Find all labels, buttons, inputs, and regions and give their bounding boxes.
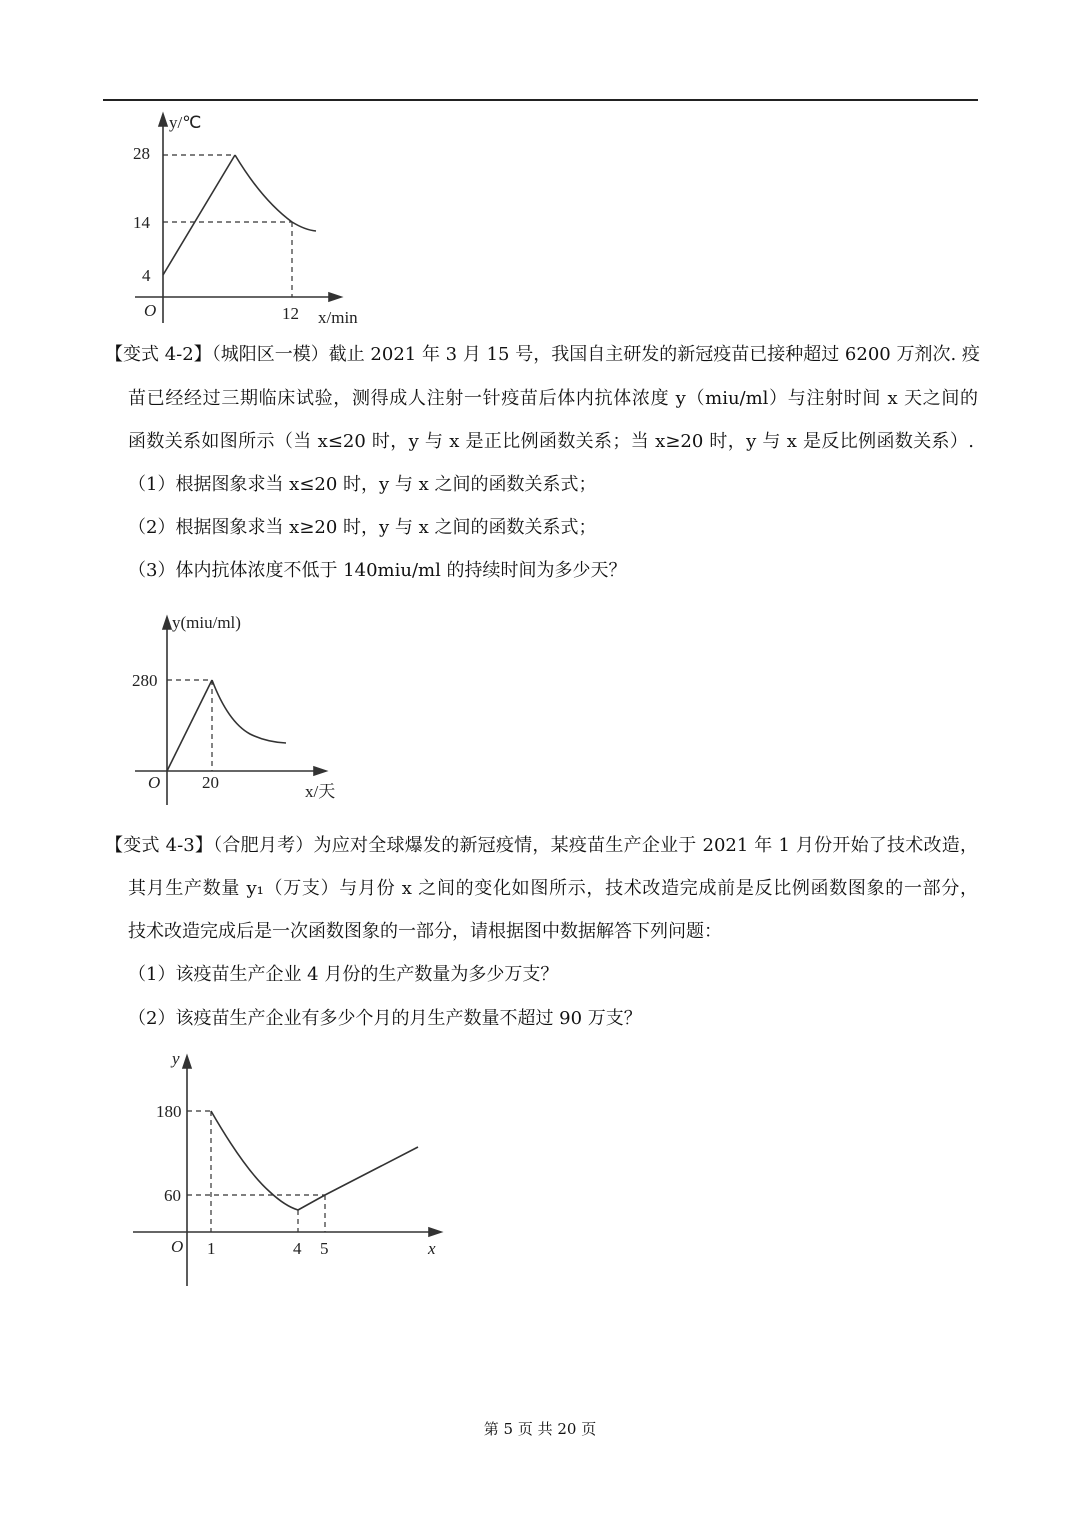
y-axis-arrow (163, 617, 171, 629)
y-axis-arrow (183, 1056, 191, 1068)
origin-label: O (171, 1237, 184, 1256)
y-axis-arrow (159, 114, 167, 126)
y-tick: 4 (142, 266, 151, 285)
x-axis-label: x/天 (305, 782, 336, 801)
curve-line (163, 155, 235, 275)
y-axis-label: y(miu/ml) (172, 613, 241, 632)
problem-4-2-question-1: （1）根据图象求当 x≤20 时，y 与 x 之间的函数关系式； (128, 474, 597, 495)
curve-decay (212, 680, 286, 743)
problem-4-3-line-2: 其月生产数量 y₁（万支）与月份 x 之间的变化如图所示，技术改造完成前是反比例函数图象的一部分， (128, 878, 978, 899)
problem-4-3-question-2: （2）该疫苗生产企业有多少个月的月生产数量不超过 90 万支？ (128, 1008, 642, 1029)
problem-4-2-line-2: 苗已经经过三期临床试验，测得成人注射一针疫苗后体内抗体浓度 y（miu/ml）与注射时间 x 天之间的 (128, 388, 978, 409)
x-tick: 1 (207, 1239, 216, 1258)
x-tick: 5 (320, 1239, 329, 1258)
problem-4-3-line-1: 【变式 4-3】（合肥月考）为应对全球爆发的新冠疫情，某疫苗生产企业于 2021 年 1 月份开始了技术改造， (105, 835, 978, 856)
origin-label: O (148, 773, 161, 792)
problem-4-2-question-3: （3）体内抗体浓度不低于 140miu/ml 的持续时间为多少天？ (128, 560, 627, 581)
x-tick: 20 (202, 773, 219, 792)
problem-4-3-question-1: （1）该疫苗生产企业 4 月份的生产数量为多少万支？ (128, 964, 559, 985)
header-rule (103, 99, 978, 101)
y-axis-label: y/℃ (169, 113, 202, 132)
x-axis-label: x (428, 1239, 436, 1258)
problem-4-2-line-1: 【变式 4-2】（城阳区一模）截止 2021 年 3 月 15 号，我国自主研发的新冠疫苗已接种超过 6200 万剂次. 疫 (105, 344, 980, 365)
problem-4-2-question-2: （2）根据图象求当 x≥20 时，y 与 x 之间的函数关系式； (128, 517, 597, 538)
x-axis-arrow (329, 293, 341, 301)
y-tick: 280 (132, 671, 158, 690)
x-tick: 4 (293, 1239, 302, 1258)
curve-decay (235, 155, 316, 231)
x-axis-label: x/min (318, 308, 358, 327)
x-tick: 12 (282, 304, 299, 323)
curve-linear (298, 1147, 418, 1210)
problem-4-2-line-3: 函数关系如图所示（当 x≤20 时，y 与 x 是正比例函数关系；当 x≥20 时，y 与 x 是反比例函数关系）. (128, 431, 974, 452)
x-axis-arrow (429, 1228, 441, 1236)
y-tick: 60 (164, 1186, 181, 1205)
x-axis-arrow (314, 767, 326, 775)
curve-inverse (211, 1111, 298, 1210)
y-axis-label: y (172, 1049, 180, 1068)
y-tick: 28 (133, 144, 150, 163)
y-tick: 180 (156, 1102, 182, 1121)
origin-label: O (144, 301, 157, 320)
page-number-footer: 第 5 页 共 20 页 (483, 1420, 597, 1438)
curve-line (167, 680, 212, 771)
problem-4-3-line-3: 技术改造完成后是一次函数图象的一部分，请根据图中数据解答下列问题： (128, 921, 722, 942)
y-tick: 14 (133, 213, 150, 232)
